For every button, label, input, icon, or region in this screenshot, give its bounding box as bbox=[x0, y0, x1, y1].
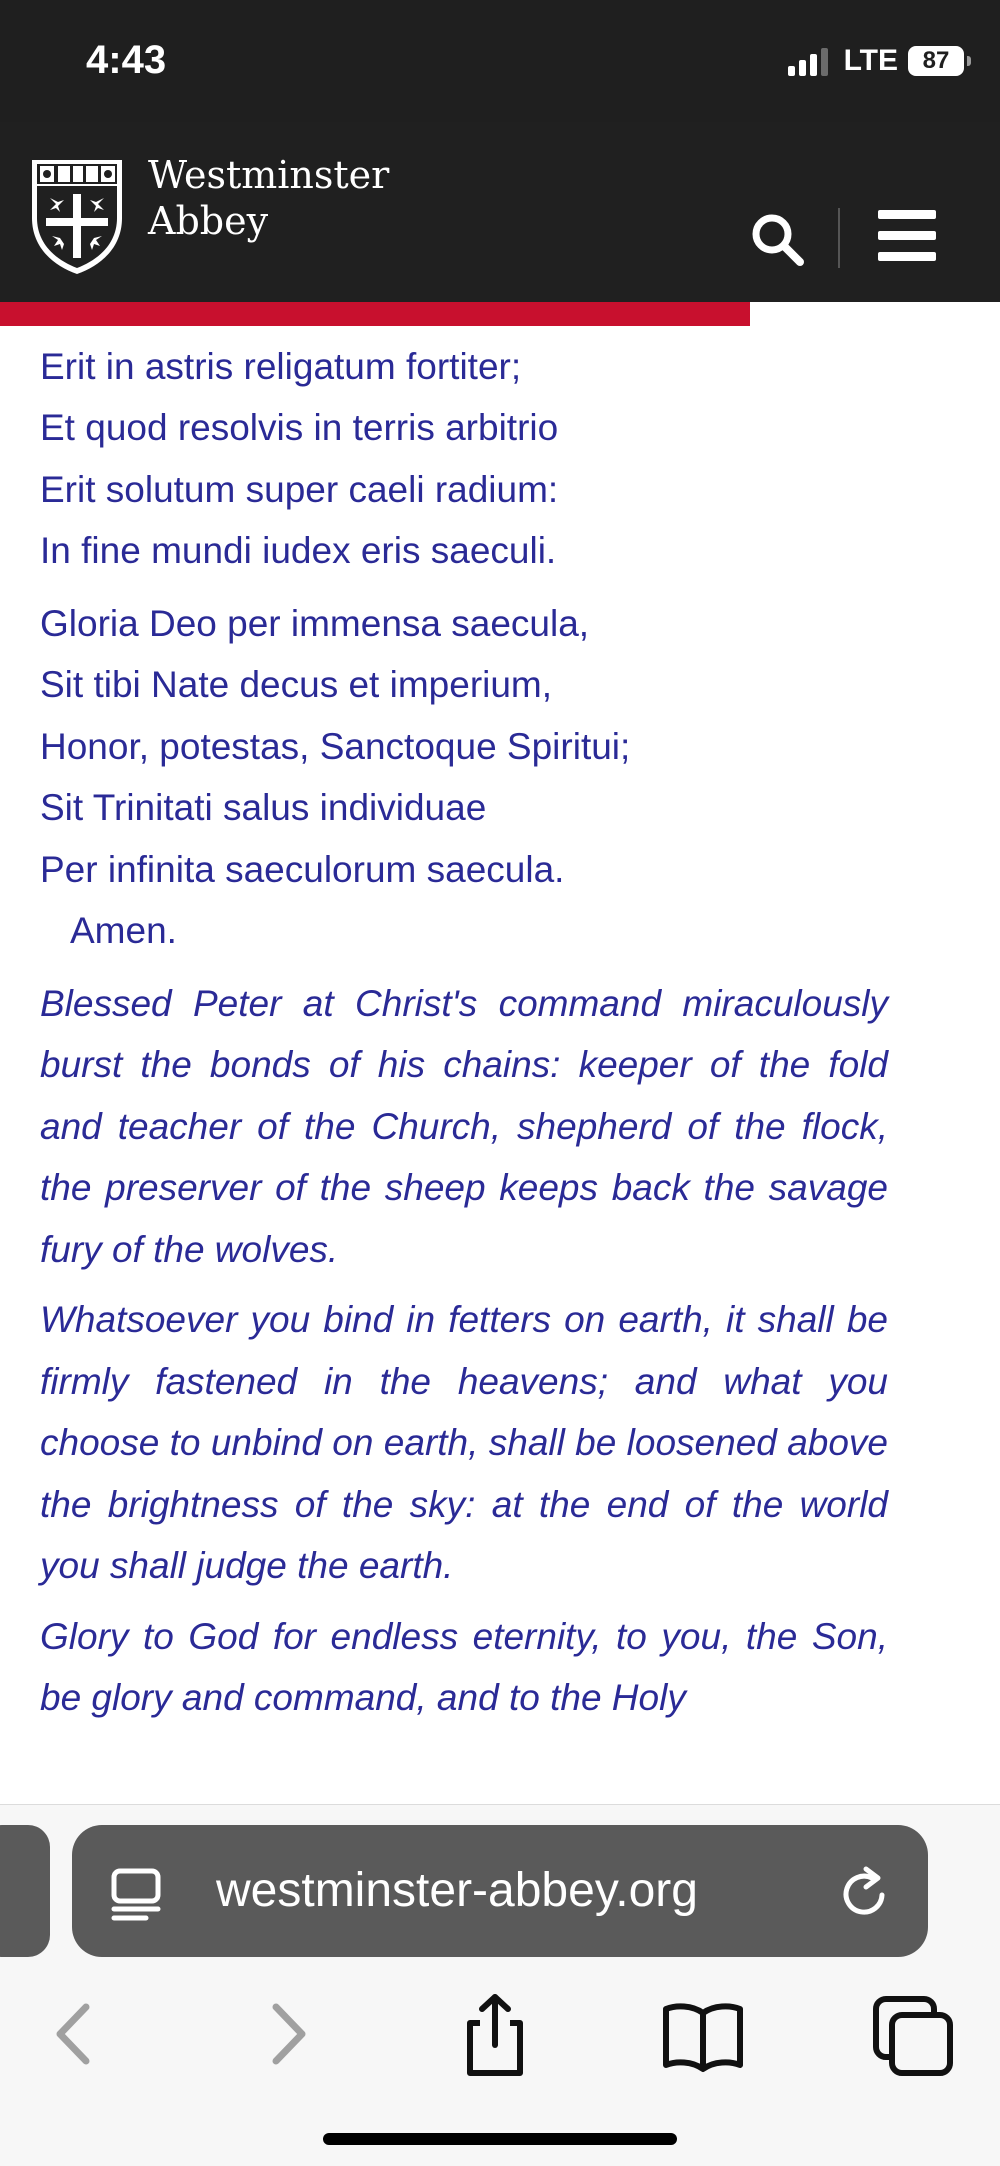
reader-mode-icon[interactable] bbox=[108, 1865, 164, 1921]
reading-progress-bar bbox=[0, 302, 750, 326]
browser-bottom-bar bbox=[0, 1804, 1000, 2166]
signal-bars-icon bbox=[788, 46, 828, 76]
address-url[interactable]: westminster-abbey.org bbox=[216, 1864, 698, 1917]
network-type: LTE bbox=[843, 44, 898, 77]
latin-verse-line: Sit tibi Nate decus et imperium, bbox=[40, 664, 553, 705]
latin-stanza-2 bbox=[40, 593, 888, 962]
translation-paragraph-2: Whatsoever you bind in fetters on earth, it shall be firmly fastened in the heavens; and what you choose to unbind on earth, shall be loosened above the brightness of the sky: at the end of the world you shall judge the earth. bbox=[40, 1299, 888, 1586]
site-logo-text[interactable] bbox=[148, 152, 389, 244]
status-indicators bbox=[788, 44, 964, 78]
latin-verse-line: In fine mundi iudex eris saeculi. bbox=[40, 530, 557, 571]
tabs-icon[interactable] bbox=[868, 1989, 958, 2079]
latin-verse-line: Per infinita saeculorum saecula. bbox=[40, 848, 565, 890]
bookmarks-book-icon[interactable] bbox=[658, 1989, 748, 2079]
article-content bbox=[0, 302, 1000, 1804]
abbey-shield-logo-icon[interactable] bbox=[28, 156, 126, 276]
reload-icon[interactable] bbox=[836, 1865, 894, 1923]
previous-tab-preview[interactable] bbox=[0, 1825, 50, 1957]
site-header bbox=[0, 122, 1000, 302]
latin-verse-line: Erit solutum super caeli radium: bbox=[40, 468, 559, 510]
status-time: 4:43 bbox=[86, 38, 167, 82]
article-body bbox=[40, 302, 888, 1738]
header-divider bbox=[838, 208, 840, 268]
latin-verse-line: Et quod resolvis in terris arbitrio bbox=[40, 407, 559, 448]
logo-line-1: Westminster bbox=[148, 153, 390, 197]
latin-verse-line: Gloria Deo per immensa saecula, bbox=[40, 602, 590, 644]
logo-line-2: Abbey bbox=[148, 199, 269, 243]
latin-stanza-1 bbox=[40, 336, 888, 582]
translation-paragraph-3: Glory to God for endless eternity, to you, the Son, be glory and command, and to the Holy bbox=[40, 1615, 888, 1718]
back-arrow-icon[interactable] bbox=[28, 1989, 118, 2079]
address-bar[interactable] bbox=[72, 1825, 928, 1957]
search-icon[interactable] bbox=[748, 210, 806, 268]
translation-paragraph-1: Blessed Peter at Christ's command miraculously burst the bonds of his chains: keeper of the fold and teacher of the Church, shepherd of the flock, the preserver of the sheep keeps back the savage fury of the wolves. bbox=[40, 982, 888, 1270]
latin-verse-line: Honor, potestas, Sanctoque Spiritui; bbox=[40, 725, 631, 767]
forward-arrow-icon[interactable] bbox=[244, 1989, 334, 2079]
share-icon[interactable] bbox=[450, 1989, 540, 2079]
hamburger-menu-icon[interactable] bbox=[878, 210, 936, 262]
battery-icon: 87 bbox=[908, 46, 964, 76]
latin-verse-line: Sit Trinitati salus individuae bbox=[40, 787, 487, 828]
home-indicator[interactable] bbox=[323, 2133, 677, 2145]
amen-line: Amen. bbox=[70, 910, 177, 951]
status-bar bbox=[0, 0, 1000, 122]
latin-verse-line: Erit in astris religatum fortiter; bbox=[40, 345, 522, 387]
